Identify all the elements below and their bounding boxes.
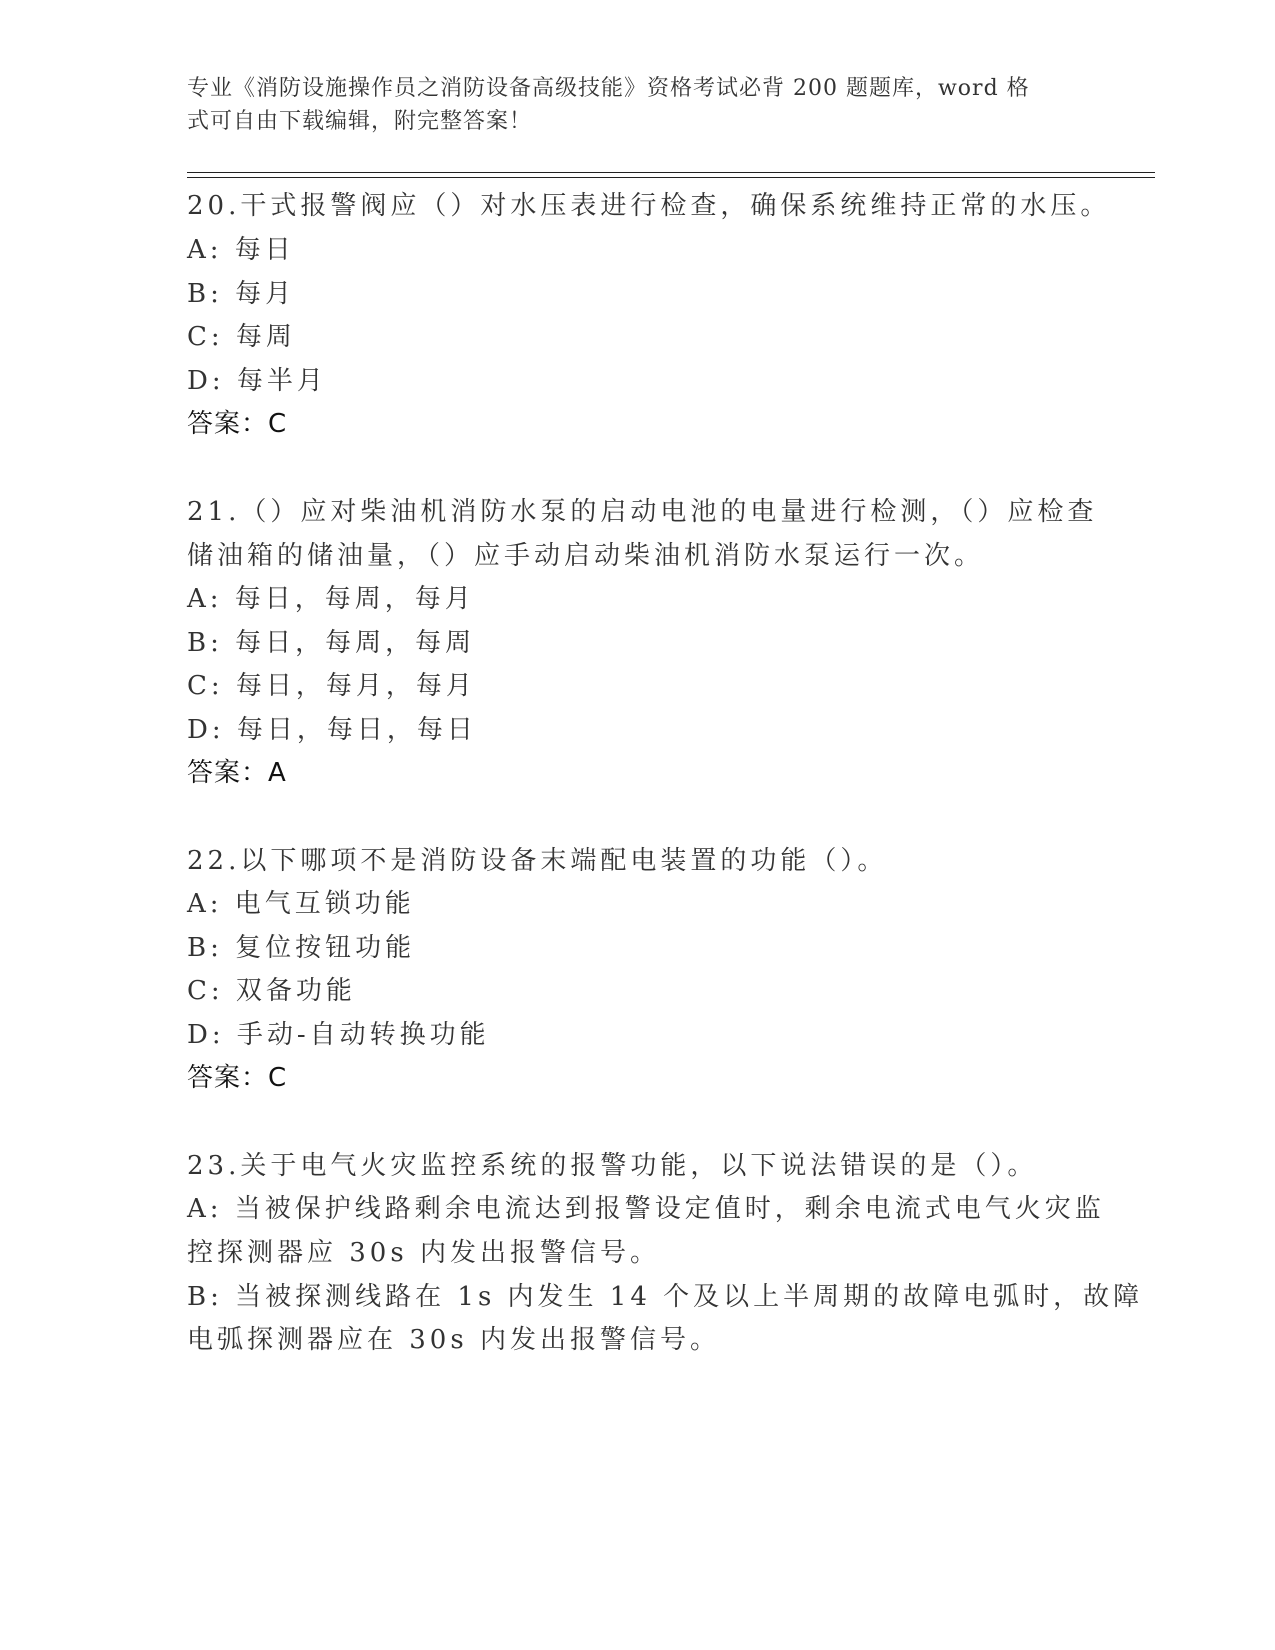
question-20-answer: 答案：C: [187, 409, 288, 439]
question-20-option-c: C: 每周: [187, 322, 296, 352]
question-20-option-a: A: 每日: [187, 235, 295, 265]
question-22-option-d: D: 手动-自动转换功能: [187, 1020, 490, 1050]
question-23-stem: 23.关于电气火灾监控系统的报警功能，以下说法错误的是（）。: [187, 1151, 1038, 1181]
document-header: [187, 72, 1067, 138]
question-23-option-a-line-1: A: 当被保护线路剩余电流达到报警设定值时，剩余电流式电气火灾监: [187, 1194, 1105, 1224]
question-22-option-b: B: 复位按钮功能: [187, 933, 416, 963]
question-22-option-c: C: 双备功能: [187, 976, 356, 1006]
header-divider-top: [187, 172, 1155, 173]
question-20-option-b: B: 每月: [187, 279, 296, 309]
question-20-stem: 20.干式报警阀应（）对水压表进行检查，确保系统维持正常的水压。: [187, 191, 1111, 221]
question-22-answer: 答案：C: [187, 1063, 288, 1093]
question-21-option-c: C: 每日，每月，每月: [187, 671, 476, 701]
header-line-1: 专业《消防设施操作员之消防设备高级技能》资格考试必背 200 题题库，word 格: [187, 76, 1030, 101]
question-21-option-a: A: 每日，每周，每月: [187, 584, 475, 614]
question-22-option-a: A: 电气互锁功能: [187, 889, 415, 919]
question-20-option-d: D: 每半月: [187, 366, 327, 396]
question-21-option-d: D: 每日，每日，每日: [187, 715, 477, 745]
question-21-stem-line-1: 21.（）应对柴油机消防水泵的启动电池的电量进行检测，（）应检查: [187, 497, 1098, 527]
question-23-option-b-line-2: 电弧探测器应在 30s 内发出报警信号。: [187, 1325, 720, 1355]
question-21-stem-line-2: 储油箱的储油量，（）应手动启动柴油机消防水泵运行一次。: [187, 541, 985, 571]
question-21-option-b: B: 每日，每周，每周: [187, 628, 476, 658]
question-21-answer: 答案：A: [187, 758, 287, 788]
header-divider-bottom: [187, 177, 1155, 178]
question-23-option-a-line-2: 控探测器应 30s 内发出报警信号。: [187, 1238, 660, 1268]
question-23-option-b-line-1: B: 当被探测线路在 1s 内发生 14 个及以上半周期的故障电弧时，故障: [187, 1282, 1144, 1312]
header-line-2: 式可自由下载编辑，附完整答案！: [187, 109, 533, 134]
question-22-stem: 22.以下哪项不是消防设备末端配电装置的功能（）。: [187, 846, 888, 876]
